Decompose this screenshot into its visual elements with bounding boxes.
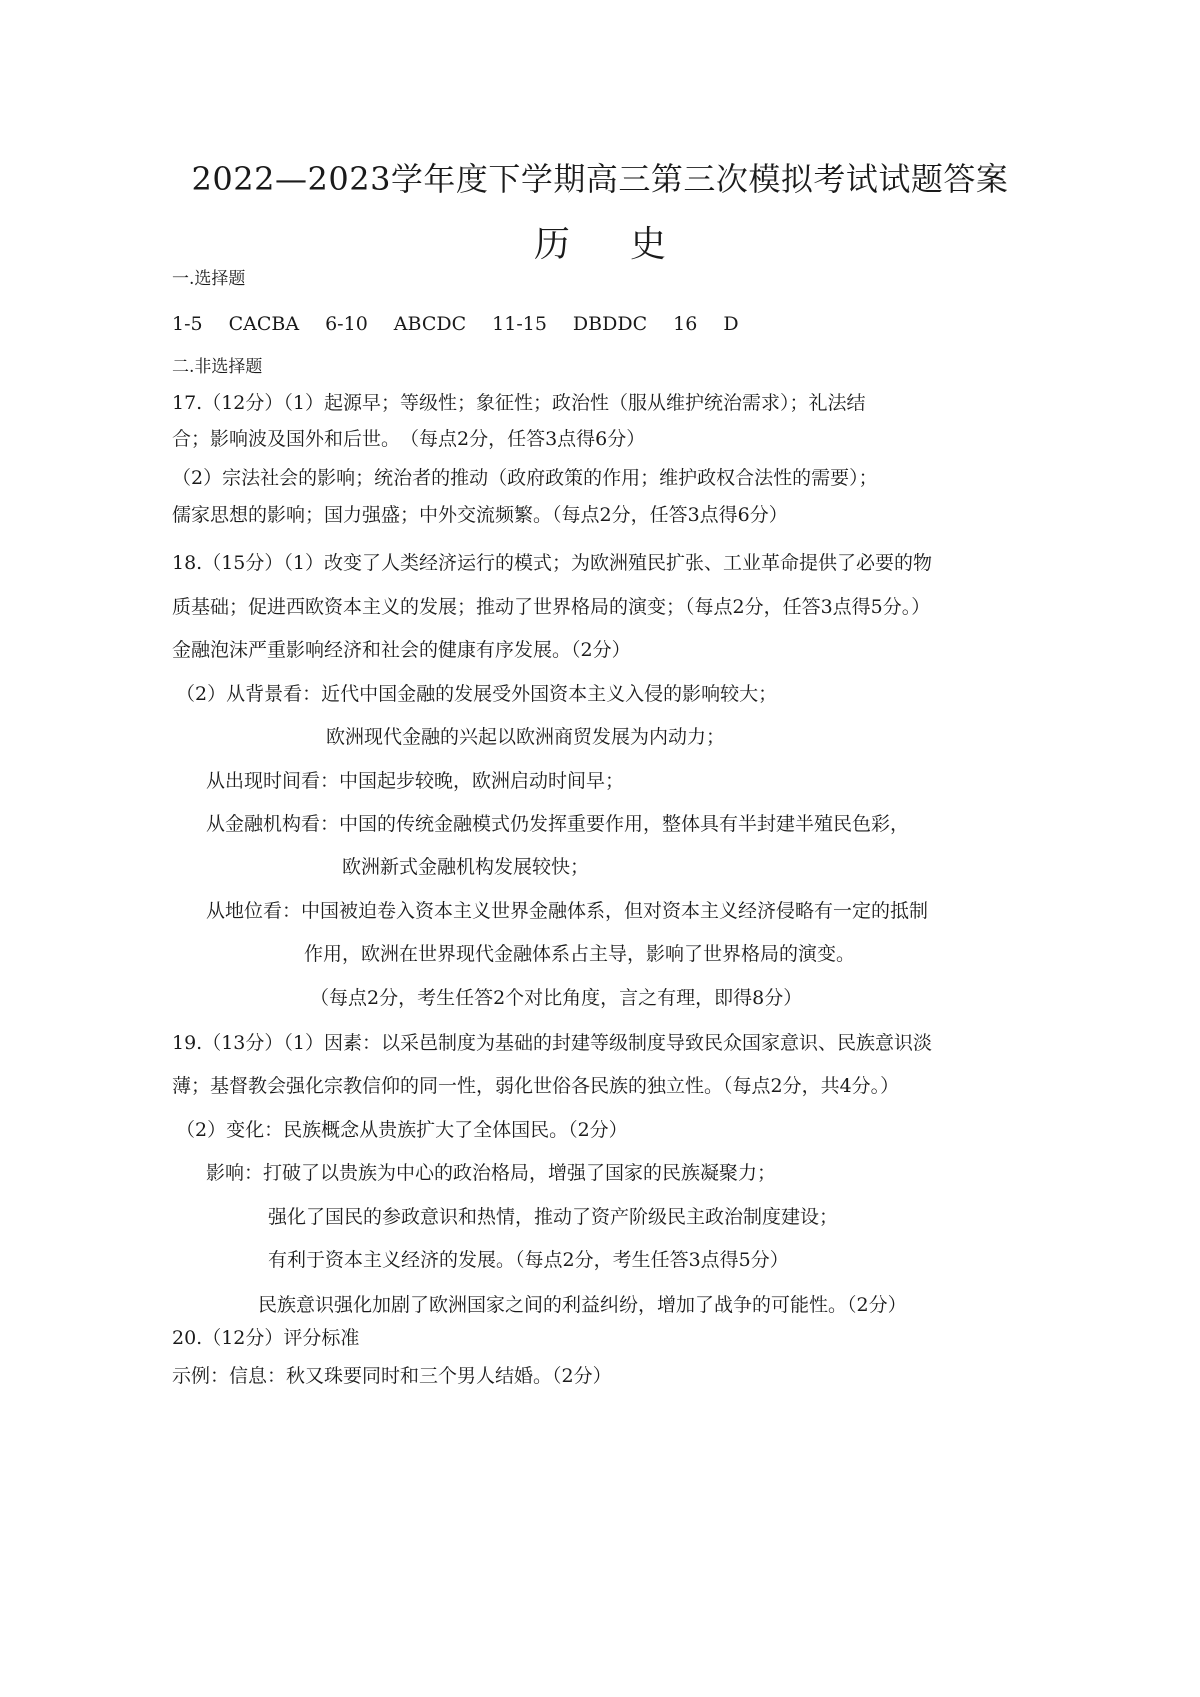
answer-line: 17.（12分）（1）起源早；等级性；象征性；政治性（服从维护统治需求）；礼法结	[172, 392, 866, 414]
answer-line: 从金融机构看：中国的传统金融模式仍发挥重要作用，整体具有半封建半殖民色彩，	[206, 813, 910, 835]
answer-letters: D	[723, 313, 739, 335]
answer-line: 从出现时间看：中国起步较晚，欧洲启动时间早；	[206, 770, 625, 792]
answer-line: 作用，欧洲在世界现代金融体系占主导，影响了世界格局的演变。	[304, 943, 856, 965]
answer-letters: DBDDC	[572, 313, 648, 335]
answer-line: 欧洲新式金融机构发展较快；	[342, 856, 590, 878]
choice-answers	[172, 311, 765, 337]
answer-line: 影响：打破了以贵族为中心的政治格局，增强了国家的民族凝聚力；	[206, 1162, 777, 1184]
answer-range: 16	[673, 313, 698, 335]
subject-title: 历史	[533, 224, 726, 265]
answer-line: 民族意识强化加剧了欧洲国家之间的利益纠纷，增加了战争的可能性。（2分）	[258, 1294, 907, 1316]
answer-line: （每点2分，考生任答2个对比角度，言之有理，即得8分）	[310, 987, 803, 1009]
answer-line: 19.（13分）（1）因素：以采邑制度为基础的封建等级制度导致民众国家意识、民族意识淡	[172, 1032, 932, 1054]
answer-line: 示例：信息：秋又珠要同时和三个男人结婚。（2分）	[172, 1365, 612, 1387]
answer-line: 强化了国民的参政意识和热情，推动了资产阶级民主政治制度建设；	[268, 1206, 839, 1228]
page-title: 2022—2023学年度下学期高三第三次模拟考试试题答案	[191, 160, 1009, 198]
answer-line: 儒家思想的影响；国力强盛；中外交流频繁。（每点2分，任答3点得6分）	[172, 504, 788, 526]
section-heading-nonchoice: 二.非选择题	[172, 357, 263, 377]
answer-range: 1-5	[172, 313, 203, 335]
answer-line: （2）宗法社会的影响；统治者的推动（政府政策的作用；维护政权合法性的需要）；	[172, 467, 878, 489]
answer-line: （2）从背景看：近代中国金融的发展受外国资本主义入侵的影响较大；	[176, 683, 778, 705]
answer-line: 从地位看：中国被迫卷入资本主义世界金融体系，但对资本主义经济侵略有一定的抵制	[206, 900, 929, 922]
answer-line: 20.（12分）评分标准	[172, 1327, 360, 1349]
answer-letters: CACBA	[228, 313, 300, 335]
answer-line: 有利于资本主义经济的发展。（每点2分，考生任答3点得5分）	[268, 1249, 789, 1271]
answer-line: 合；影响波及国外和后世。 （每点2分，任答3点得6分）	[172, 428, 646, 450]
answer-line: 薄；基督教会强化宗教信仰的同一性，弱化世俗各民族的独立性。（每点2分，共4分。）	[172, 1075, 900, 1097]
answer-range: 6-10	[325, 313, 368, 335]
answer-line: 金融泡沫严重影响经济和社会的健康有序发展。（2分）	[172, 639, 631, 661]
answer-line: 质基础；促进西欧资本主义的发展；推动了世界格局的演变；（每点2分，任答3点得5分。）	[172, 596, 931, 618]
answer-line: 18.（15分）（1）改变了人类经济运行的模式；为欧洲殖民扩张、工业革命提供了必要的物	[172, 552, 932, 574]
answer-line: 欧洲现代金融的兴起以欧洲商贸发展为内动力；	[326, 726, 726, 748]
answer-line: （2）变化：民族概念从贵族扩大了全体国民。（2分）	[176, 1119, 628, 1141]
section-heading-choice: 一.选择题	[172, 269, 246, 289]
answer-letters: ABCDC	[393, 313, 467, 335]
answer-range: 11-15	[492, 313, 547, 335]
